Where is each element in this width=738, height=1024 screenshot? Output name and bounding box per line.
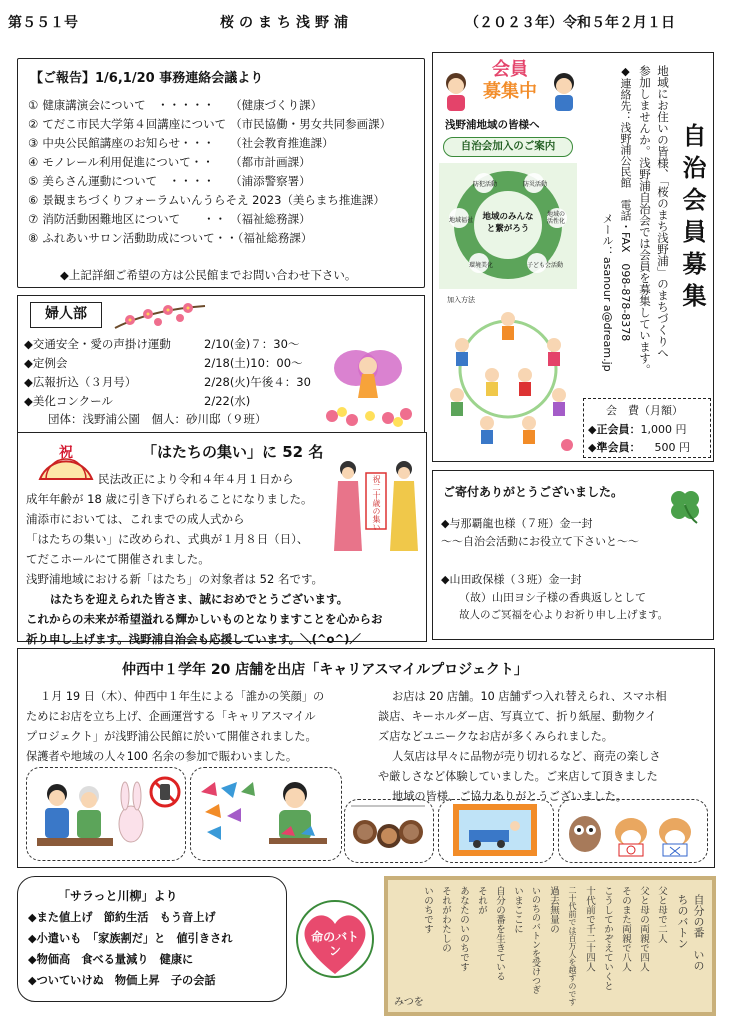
recruit-body-2: 参加しませんか。浅野浦自治会では会員を募集しています。 (638, 65, 652, 376)
newsletter-title: 桜のまち浅野浦 (220, 15, 353, 31)
origami-illustration (190, 767, 342, 861)
body-line: これからの未来が希望溢れる輝かしいものとなりますことを心からお (26, 612, 383, 626)
senryu-title: 「サラっと川柳」より (58, 889, 178, 903)
body-line: 浅野浦地域における新「はたち」の対象者は 52 名です。 (26, 572, 324, 586)
item-text: 中央公民館講座のお知らせ・・・ (42, 135, 215, 150)
issue-date: （２０２３年）令和５年２月１日 (465, 15, 675, 31)
poem-line: 父と母の両親で四人 (638, 886, 649, 972)
report-item (26, 171, 393, 190)
body-line: 「はたちの集い」に改められ、式典が１月８日（日）、 (26, 532, 309, 546)
poem-line: それが (476, 886, 487, 915)
career-left-column (26, 687, 324, 767)
circle-label: 防災活動 (523, 181, 548, 188)
body-line: 談店、キーホルダー店、写真立て、折り紙屋、動物クイ (378, 710, 657, 723)
recruit-email: メール：asanour a@dream.jp (601, 213, 614, 372)
poem-line: 過去無量の (548, 886, 559, 934)
poem-line: いまここに (512, 886, 523, 934)
poem-line: そのまた両親で八人 (620, 886, 631, 972)
sign-badge: 祝 (372, 475, 381, 483)
body-line: 浦添市においては、これまでの成人式から (26, 512, 245, 526)
poem-line: 自分の番を生きている (494, 886, 505, 981)
report-item (26, 152, 393, 171)
poem-line: いのちのバトンを受けつぎ (530, 886, 540, 994)
poem-columns (416, 886, 668, 1006)
people-circle-illustration (437, 305, 579, 457)
item-number: ⑥ (28, 192, 39, 207)
kimono-couple-illustration (328, 455, 424, 555)
animal-quiz-illustration (558, 799, 708, 863)
senryu-item: ◆また値上げ 節約生活 もう音上げ (28, 911, 216, 924)
report-item (26, 209, 393, 228)
celebration-sign (368, 475, 384, 531)
item-text: モノレール利用促進について・・ (42, 154, 214, 169)
fee-associate: ◆準会員： 500 円 (588, 441, 690, 454)
item-text: ふれあいサロン活動助成について・・ (42, 230, 238, 245)
item-number: ⑧ (28, 230, 39, 245)
donation-line: ◆与那覇龍也様（７班）金一封 (441, 517, 593, 530)
poem-line: 父と母で二人 (656, 886, 667, 943)
donation-line: ～～自治会活動にお役立て下さいと～～ (441, 535, 639, 548)
item-dept: （浦添警察署） (230, 173, 311, 188)
poem-line: 十代前で千二十四人 (584, 886, 595, 972)
poem-line: いのちです (422, 886, 433, 934)
report-item (26, 133, 393, 152)
poem-title: 自分の番 いのちのバトン (676, 894, 705, 971)
circle-label: 地域の活性化 (547, 211, 566, 225)
schedule-row: ◆交通安全・愛の声掛け運動 2/10(金)７：30～ (24, 336, 300, 351)
item-number: ③ (28, 135, 39, 150)
report-heading: 【ご報告】1/6,1/20 事務連絡会議より (30, 71, 264, 86)
recruit-greeting: 浅野浦地域の皆様へ (445, 119, 540, 131)
recruit-section (432, 52, 714, 462)
heart-text: 命のバトン (311, 930, 359, 958)
hatachi-section (17, 432, 427, 646)
join-method-label: 加入方法 (447, 296, 475, 304)
item-number: ⑤ (28, 173, 39, 188)
fee-title: 会 費（月額） (606, 404, 683, 417)
fujin-section (17, 295, 425, 433)
poem-line: 二十代前では百万人を越すのです (568, 886, 577, 1006)
recruit-flyer (437, 57, 579, 457)
senryu-item: ◆物価高 食べる量減り 健康に (28, 953, 194, 966)
career-title: 仲西中１学年 20 店舗を出店「キャリアスマイルプロジェクト」 (122, 662, 528, 678)
circle-label: 環境美化 (469, 262, 494, 269)
report-section (17, 58, 425, 288)
item-dept: （健康づくり課） (230, 97, 323, 112)
item-text: 健康講演会について ・・・・・ (42, 97, 215, 112)
circle-center-text: 地域のみんなと繋がろう (482, 212, 534, 234)
schedule-row: ◆美化コンクール 2/22(水) (24, 393, 251, 408)
body-line: １月 19 日（木）、仲西中１年生による「誰かの笑顔」の (40, 690, 325, 703)
smartphone-consult-illustration (26, 767, 186, 861)
donation-line: （故）山田ヨシ子様の香典返しとして (459, 591, 646, 604)
body-line: 祈り申し上げます。浅野浦自治会も応援しています。＼(^o^)／ (26, 632, 361, 646)
poem-panel (384, 876, 716, 1016)
clover-icon (663, 485, 707, 525)
flyer-title: 自治会加入のご案内 (443, 137, 573, 157)
poem-line: こうしてかぞえていくと (602, 886, 613, 991)
item-text: 美らさん運動について ・・・・ (42, 173, 215, 188)
item-text: 景観まちづくりフォーラムいんうらそえ 2023 (42, 192, 282, 207)
fujin-title: 婦人部 (30, 302, 102, 328)
donation-line: ◆山田政保様（３班）金一封 (441, 573, 582, 586)
report-item (26, 95, 393, 114)
item-dept: （都市計画課） (230, 154, 311, 169)
circle-label: 地域福祉 (449, 217, 474, 224)
senryu-item: ◆小遣いも 「家族割だ」と 値引きされ (28, 932, 233, 945)
body-line: お店は 20 店舗。10 店舗ずつ入れ替えられ、スマホ相 (392, 690, 667, 703)
item-text: てだこ市民大学第４回講座について (42, 116, 227, 131)
body-line: や厳しさなど体験していました。ご来店して頂きました (378, 770, 658, 783)
schedule-row: ◆定例会 2/18(土)10：00～ (24, 355, 303, 370)
plum-blossom-illustration (110, 300, 210, 332)
report-note: ◆上記詳細ご希望の方は公民館までお問い合わせ下さい。 (60, 268, 357, 282)
fee-regular: ◆正会員：1,000 円 (588, 423, 687, 436)
item-dept: （市民協働・男女共同参画課） (230, 116, 392, 131)
keychain-illustration (344, 799, 434, 863)
body-line: はたちを迎えられた皆さま、誠におめでとうございます。 (50, 592, 349, 606)
fairy-illustration (318, 338, 418, 428)
body-line: 民法改正により令和４年４月１日から (98, 472, 294, 486)
donation-section (432, 470, 714, 640)
body-line: 保護者や地域の人々100 名余の参加で賑わいました。 (26, 750, 298, 763)
recruit-contact: ◆連絡先：浅野浦公民館 電話・FAX 098-878-8378 (619, 65, 632, 342)
item-dept: （社会教育推進課） (230, 135, 334, 150)
svg-text:祝: 祝 (59, 445, 73, 461)
life-baton-heart (295, 884, 375, 994)
kids-left-icon (441, 71, 471, 111)
fujin-schedule (22, 334, 313, 410)
item-dept: （福祉総務課） (230, 211, 311, 226)
senryu-section (17, 876, 287, 1002)
body-line: プロジェクト」が浅野浦公民館に於いて開催されました。 (26, 730, 317, 743)
circle-label: 子ども会活動 (527, 262, 564, 269)
report-item (26, 228, 393, 247)
body-line: 人気店は早々に品物が売り切れるなど、商売の楽しさ (392, 750, 661, 763)
poem-line: あなたのいのちです (458, 886, 469, 972)
kids-right-icon (549, 71, 579, 111)
senryu-list (28, 907, 232, 991)
career-right-column (378, 687, 667, 807)
item-dept: （福祉総務課） (237, 230, 313, 245)
body-line: 地域の皆様、ご協力ありがとうございました。 (392, 790, 627, 803)
schedule-row: ◆広報折込（３月号） 2/28(火)午後４：30 (24, 374, 311, 389)
banner-line: 会員 (492, 59, 528, 80)
photo-frame-illustration (438, 799, 554, 863)
body-line: ズ店などユニークなお店が多くみられました。 (378, 730, 613, 743)
body-line: ためにお店を立ち上げ、企画運営する「キャリアスマイル (26, 710, 316, 723)
donation-title: ご寄付ありがとうございました。 (443, 485, 624, 499)
career-section (17, 648, 715, 868)
senryu-item: ◆ついていけぬ 物価上昇 子の会話 (28, 974, 216, 987)
item-number: ④ (28, 154, 39, 169)
item-number: ② (28, 116, 39, 131)
fujin-footer: 団体：浅野浦公園 個人：砂川邸（９班） (48, 412, 267, 426)
sign-text: 二十歳の集い (372, 483, 381, 531)
banner-line: 募集中 (483, 81, 537, 102)
hatachi-title: 「はたちの集い」に 52 名 (142, 443, 324, 461)
donation-line: 故人のご冥福を心よりお祈り申し上げます。 (459, 609, 669, 621)
fee-box (583, 398, 711, 458)
recruit-heading: 自治会員募集 (678, 123, 706, 315)
recruit-banner (471, 59, 549, 103)
poem-line: それがわたしの (440, 886, 451, 953)
issue-number: 第５５１号 (8, 15, 78, 31)
item-text: 消防活動困難地区について ・・ (42, 211, 227, 226)
item-number: ⑦ (28, 211, 39, 226)
item-number: ① (28, 97, 39, 112)
body-line: てだこホールにて開催されました。 (26, 552, 210, 566)
circle-label: 防犯活動 (473, 181, 498, 188)
report-item (26, 190, 393, 209)
item-dept: （美らまち推進課） (281, 192, 385, 207)
report-item (26, 114, 393, 133)
poem-signature: みつを (394, 997, 424, 1008)
recruit-body-1: 地域にお住いの皆様、「桜のまち浅野浦」のまちづくりへ (656, 65, 670, 359)
body-line: 成年年齢が 18 歳に引き下げられることになりました。 (26, 492, 313, 506)
flyer-circle-panel (439, 163, 577, 289)
report-list (26, 95, 393, 247)
